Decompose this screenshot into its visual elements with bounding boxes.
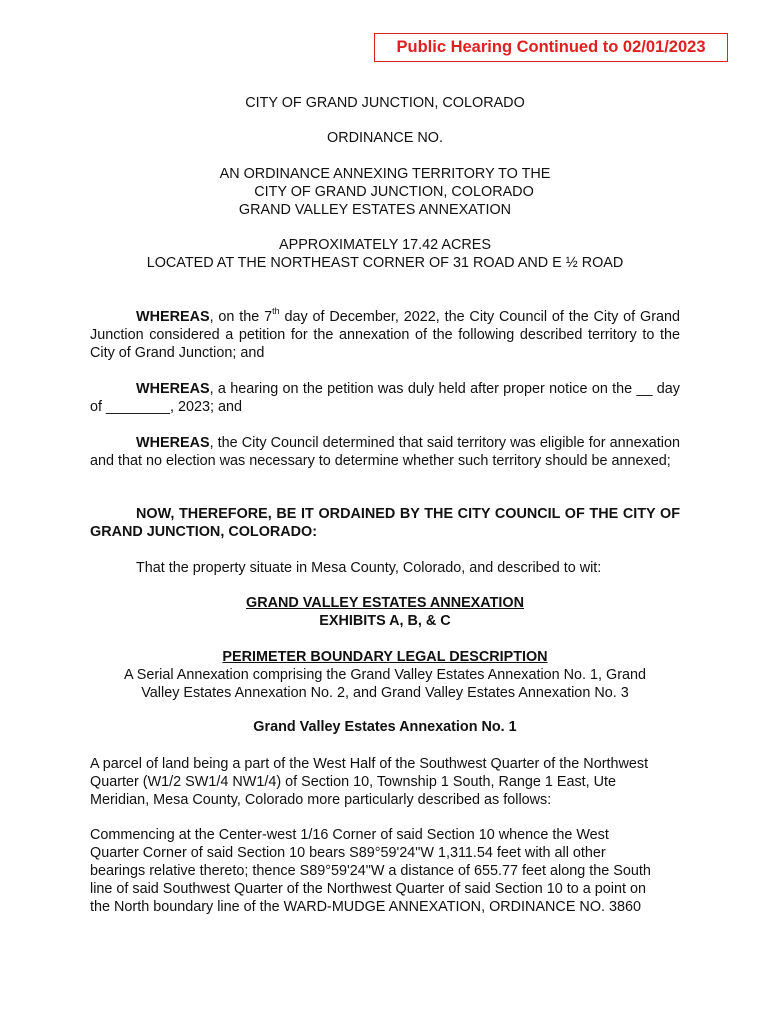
annexation-heading-text: GRAND VALLEY ESTATES ANNEXATION [246,595,524,611]
serial-annexation-paragraph [90,666,680,702]
ordinal-suffix: th [272,306,280,317]
perimeter-heading [90,648,680,666]
perimeter-heading-text: PERIMETER BOUNDARY LEGAL DESCRIPTION [222,649,548,665]
whereas-paragraph-1 [90,308,680,362]
whereas-keyword: WHEREAS [136,381,210,397]
text-line: Quarter (W1/2 SW1/4 NW1/4) of Section 10, Township 1 South, Range 1 East, Ute [90,774,617,790]
annexation-heading [90,594,680,612]
title-line: AN ORDINANCE ANNEXING TERRITORY TO THE [219,166,551,182]
whereas-text: day of December, 2022, the City Council of the City of Grand Junction considered a petition for the annexation of the following described territory to the City of Grand Junction; and [90,309,680,361]
ordain-clause: NOW, THEREFORE, BE IT ORDAINED BY THE CITY COUNCIL OF THE CITY OF GRAND JUNCTION, COLORADO: [90,506,680,540]
text-line: Valley Estates Annexation No. 2, and Grand Valley Estates Annexation No. 3 [141,685,629,701]
text-line: the North boundary line of the WARD-MUDGE ANNEXATION, ORDINANCE NO. 3860 [90,899,642,915]
annexation-1-heading: Grand Valley Estates Annexation No. 1 [253,719,517,735]
parcel-paragraph [90,755,680,809]
whereas-paragraph-3 [90,434,680,470]
ordinance-number: ORDINANCE NO. [327,130,443,146]
acreage-line: APPROXIMATELY 17.42 ACRES [279,237,491,253]
text-line: Quarter Corner of said Section 10 bears S89°59'24"W 1,311.54 feet with all other [90,845,606,861]
title-line: CITY OF GRAND JUNCTION, COLORADO [254,184,534,200]
whereas-keyword: WHEREAS [136,435,210,451]
text-line: A Serial Annexation comprising the Grand Valley Estates Annexation No. 1, Grand [123,667,647,683]
public-hearing-stamp: Public Hearing Continued to 02/01/2023 [374,33,728,62]
commencing-paragraph [90,826,680,916]
text-line: bearings relative thereto; thence S89°59'24"W a distance of 655.77 feet along the South [90,863,651,879]
text-line: A parcel of land being a part of the West Half of the Southwest Quarter of the Northwest [90,756,649,772]
whereas-keyword: WHEREAS [136,309,210,325]
location-line: LOCATED AT THE NORTHEAST CORNER OF 31 ROAD AND E ½ ROAD [146,255,624,271]
whereas-paragraph-2 [90,380,680,416]
whereas-text: , the City Council determined that said territory was eligible for annexation and that no election was necessary to determine whether such territory should be annexed; [90,435,680,469]
text-line: line of said Southwest Quarter of the Northwest Quarter of said Section 10 to a point on [90,881,646,897]
ordinance-title [90,165,680,219]
exhibits-heading: EXHIBITS A, B, & C [319,613,451,629]
whereas-text: , a hearing on the petition was duly held after proper notice on the __ day of ________, 2023; and [90,381,680,415]
whereas-text: , on the 7 [209,309,273,325]
text-line: Commencing at the Center-west 1/16 Corner of said Section 10 whence the West [90,827,609,843]
property-intro: That the property situate in Mesa County, Colorado, and described to wit: [136,560,602,576]
text-line: Meridian, Mesa County, Colorado more particularly described as follows: [90,792,552,808]
city-heading: CITY OF GRAND JUNCTION, COLORADO [245,95,525,111]
title-line: GRAND VALLEY ESTATES ANNEXATION [238,202,512,218]
